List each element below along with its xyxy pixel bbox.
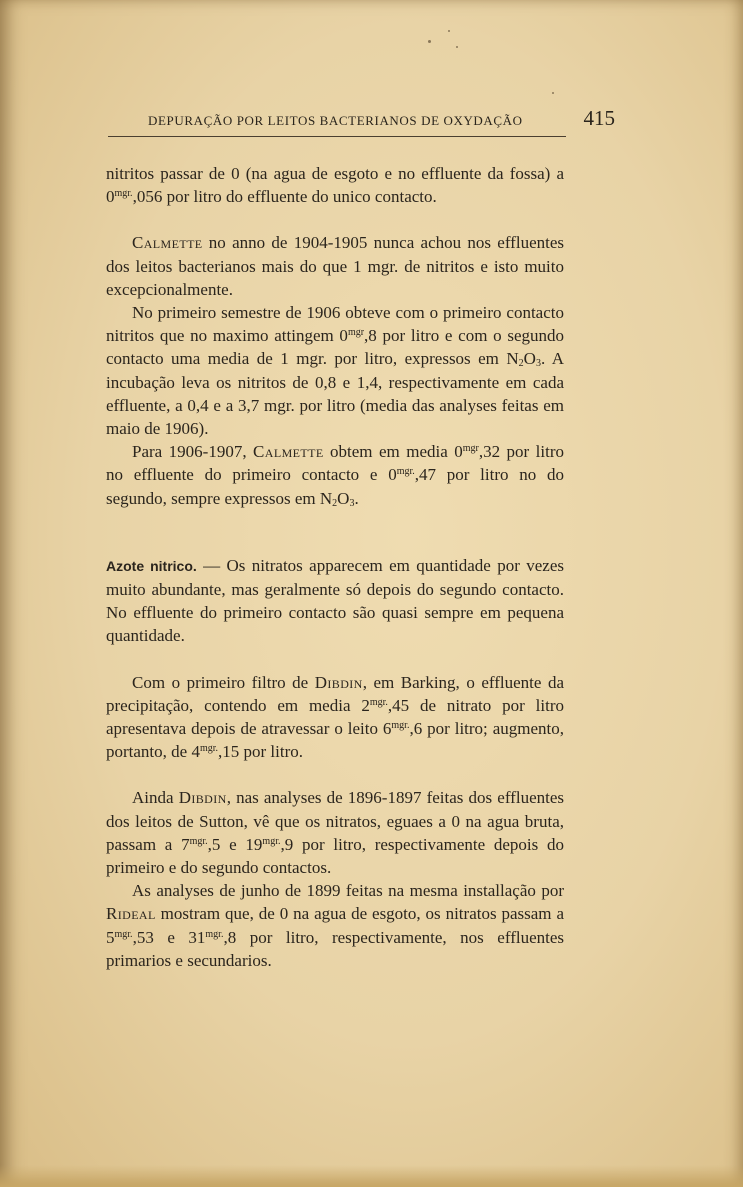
page-number: 415 [583,106,615,130]
header-rule [108,136,566,137]
paragraph: Azote nitrico. — Os nitratos apparecem em quantidade por vezes muito abundante, mas geralmente só depois do segundo contacto. No effluente do primeiro contacto são quasi sempre em pequena quantidade. [106,555,565,646]
paragraph: nitritos passar de 0 (na agua de esgoto e no effluente da fossa) a $0^{mgr.},056$ por litro do effluente do unico contacto. [106,164,564,207]
page-header [108,104,615,136]
ink-speck [448,30,450,32]
section-heading: Azote nitrico. [106,557,197,574]
running-head: DEPURAÇÃO POR LEITOS BACTERIANOS DE OXYDAÇÃO [148,113,523,128]
ink-speck [552,92,554,94]
author-name: Dibdin [178,788,227,808]
ink-speck [428,40,431,43]
paragraph: No primeiro semestre de 1906 obteve com o primeiro contacto nitritos que no maximo attingem $0^{mgr},8$ por litro e com o segundo contacto uma media de 1 mgr. por litro, expressos em $N_2O_3$. A incubação leva os nitritos de 0,8 e 1,4, respectivamente em cada effluente, a 0,4 e a 3,7 mgr. por litro (media das analyses feitas em maio de 1906). [106,303,564,439]
paragraph: As analyses de junho de 1899 feitas na mesma installação por Rideal mostram que, de 0 na agua de esgoto, os nitratos passam a $5^{mgr.},53$ e $31^{mgr.},8$ por litro, respectivamente, nos effluentes primarios e secundarios. [106,881,565,970]
paragraph: Para 1906-1907, Calmette obtem em media $0^{mgr},32$ por litro no effluente do primeiro contacto e $0^{mgr.},47$ por litro no do segundo, sempre expressos em $N_2O_3$. [106,442,564,509]
paragraph: Calmette no anno de 1904-1905 nunca achou nos effluentes dos leitos bacterianos mais do que 1 mgr. de nitritos e isto muito excepcionalmente. [106,233,564,299]
ink-speck [456,46,458,48]
paragraph: Ainda Dibdin, nas analyses de 1896-1897 feitas dos effluentes dos leitos de Sutton, vê que os nitratos, eguaes a 0 na agua bruta, passam a $7^{mgr.},5$ e $19^{mgr.},9$ por litro, respectivamente depois do primeiro e do segundo contactos. [106,788,565,878]
author-name: Rideal [106,904,156,924]
author-name: Calmette [132,233,203,253]
author-name: Dibdin [314,672,363,692]
paragraph: Com o primeiro filtro de Dibdin, em Barking, o effluente da precipitação, contendo em media $2^{mgr.},45$ de nitrato por litro apresentava depois de atravessar o leito $6^{mgr.},6$ por litro; augmento, portanto, de $4^{mgr.},15$ por litro. [106,672,564,762]
author-name: Calmette [253,442,324,462]
body-text [106,162,564,972]
